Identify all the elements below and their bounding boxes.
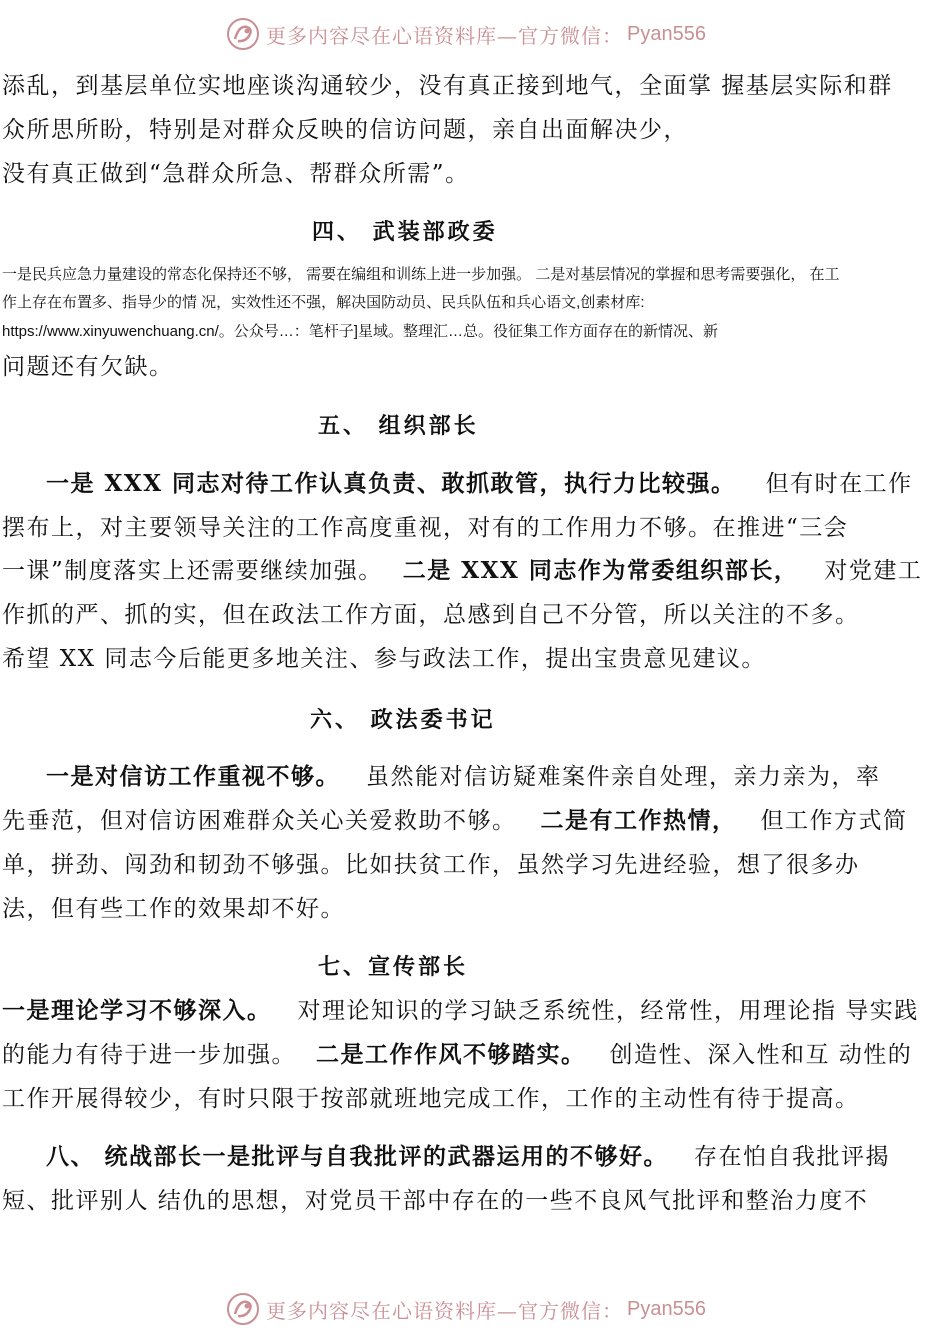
body-line: 希望 XX 同志今后能更多地关注、参与政法工作，提出宝贵意见建议。 bbox=[2, 646, 766, 672]
body-line bbox=[2, 556, 922, 586]
bold-point: 一是 XXX 同志对待工作认真负责、敢抓敢管，执行力比较强。 bbox=[46, 470, 736, 497]
bold-point: 二是工作作风不够踏实。 bbox=[316, 1041, 586, 1068]
bold-point: 八、 统战部长一是批评与自我批评的武器运用的不够好。 bbox=[46, 1143, 669, 1170]
bold-point: 一是理论学习不够深入。 bbox=[2, 997, 272, 1024]
body-line: 法，但有些工作的效果却不好。 bbox=[2, 896, 345, 922]
body-line: 问题还有欠缺。 bbox=[2, 354, 174, 380]
section-heading-5: 五、 组织部长 bbox=[318, 413, 479, 439]
body-line bbox=[46, 762, 881, 792]
body-text: 对理论知识的学习缺乏系统性，经常性，用理论指 导实践 bbox=[297, 998, 919, 1024]
small-line: https://www.xinyuwenchuang.cn/。公众号…：笔杆子]星域。整理汇…总。役征集工作方面存在的新情况、新 bbox=[2, 323, 718, 340]
body-line bbox=[46, 469, 913, 499]
watermark-text: 更多内容尽在心语资料库—官方微信： bbox=[266, 1298, 623, 1323]
section-heading-4: 四、 武装部政委 bbox=[312, 219, 498, 245]
body-line: 作抓的严、抓的实，但在政法工作方面，总感到自己不分管，所以关注的不多。 bbox=[2, 602, 860, 628]
watermark-id: Pyan556 bbox=[627, 1297, 706, 1320]
body-line: 短、批评别人 结仇的思想，对党员干部中存在的一些不良风气批评和整治力度不 bbox=[2, 1188, 869, 1214]
watermark-text: 更多内容尽在心语资料库—官方微信： bbox=[266, 23, 623, 48]
bold-point: 二是有工作热情， bbox=[540, 807, 737, 834]
body-text: 的能力有待于进一步加强。 bbox=[2, 1042, 296, 1068]
bold-point: 二是 XXX 同志作为常委组织部长， bbox=[402, 557, 799, 584]
watermark-logo-icon bbox=[226, 17, 260, 51]
body-line bbox=[46, 1142, 890, 1172]
bold-point: 一是对信访工作重视不够。 bbox=[46, 763, 340, 790]
body-line bbox=[2, 1040, 912, 1070]
body-line bbox=[2, 996, 919, 1026]
body-text: 对党建工 bbox=[824, 558, 923, 584]
header-watermark bbox=[226, 14, 706, 54]
body-text: 但有时在工作 bbox=[765, 471, 913, 497]
body-text: 存在怕自我批评揭 bbox=[694, 1144, 891, 1170]
body-line: 众所思所盼，特别是对群众反映的信访问题，亲自出面解决少， bbox=[2, 117, 688, 143]
body-line: 没有真正做到“急群众所急、帮群众所需”。 bbox=[2, 161, 470, 187]
body-text: 一课”制度落实上还需要继续加强。 bbox=[2, 558, 383, 584]
section-heading-7: 七、宣传部长 bbox=[318, 954, 469, 980]
body-text: 但工作方式简 bbox=[760, 808, 908, 834]
body-text: 创造性、深入性和互 动性的 bbox=[609, 1042, 913, 1068]
footer-watermark bbox=[226, 1289, 706, 1329]
section-heading-6: 六、 政法委书记 bbox=[310, 707, 496, 733]
body-text: 虽然能对信访疑难案件亲自处理，亲力亲为，率 bbox=[366, 764, 881, 790]
body-text: 先垂范，但对信访困难群众关心关爱救助不够。 bbox=[2, 808, 517, 834]
small-line: 作上存在布置多、指导少的情 况，实效性还不强，解决国防动员、民兵队伍和兵心语文,创素材库: bbox=[2, 294, 645, 311]
small-line: 一是民兵应急力量建设的常态化保持还不够， 需要在编组和训练上进一步加强。 二是对基层情况的掌握和思考需要强化， 在工 bbox=[2, 266, 840, 283]
body-line bbox=[2, 806, 908, 836]
body-line: 单，拼劲、闯劲和韧劲不够强。比如扶贫工作，虽然学习先进经验，想了很多办 bbox=[2, 852, 860, 878]
body-line: 工作开展得较少，有时只限于按部就班地完成工作，工作的主动性有待于提高。 bbox=[2, 1086, 860, 1112]
watermark-id: Pyan556 bbox=[627, 22, 706, 45]
body-line: 添乱，到基层单位实地座谈沟通较少，没有真正接到地气，全面掌 握基层实际和群 bbox=[2, 73, 893, 99]
watermark-logo-icon bbox=[226, 1292, 260, 1326]
body-line: 摆布上，对主要领导关注的工作高度重视，对有的工作用力不够。在推进“三会 bbox=[2, 515, 849, 541]
